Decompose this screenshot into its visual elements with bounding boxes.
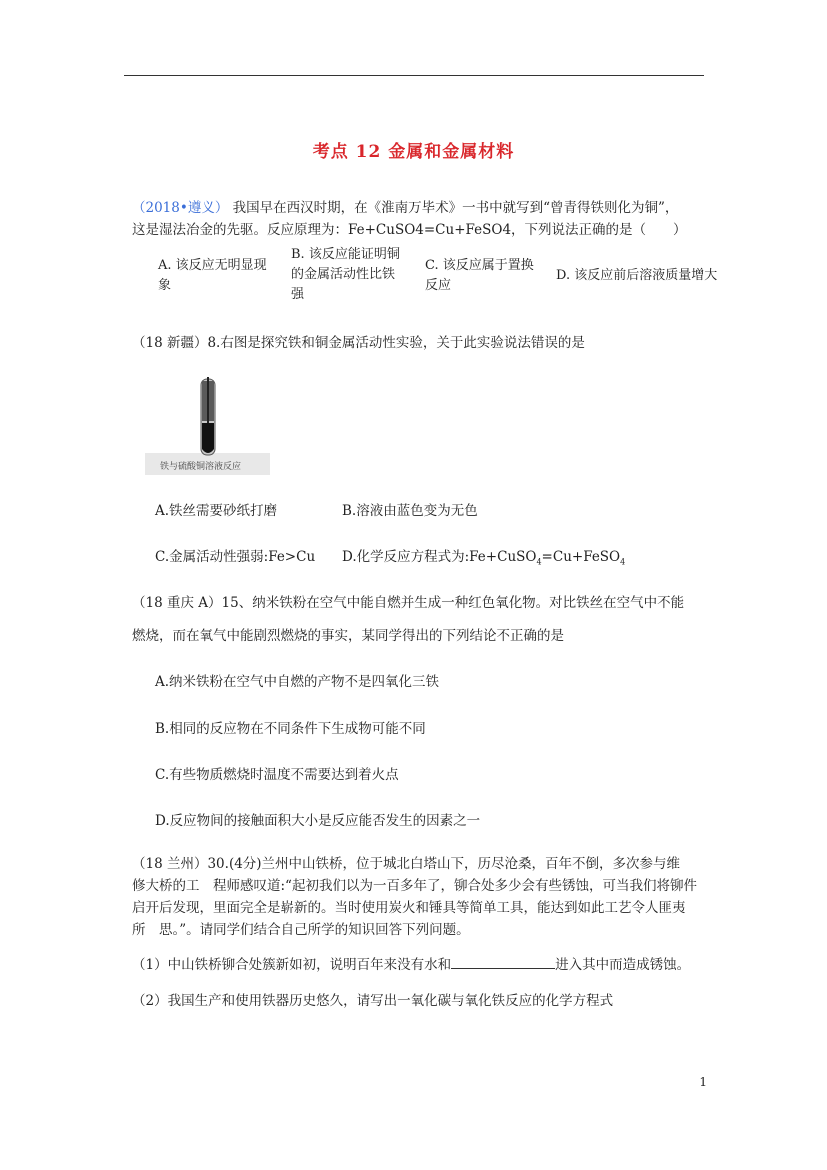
figure-caption: 铁与硫酸铜溶液反应 xyxy=(160,462,242,472)
q3-option-b: B.相同的反应物在不同条件下生成物可能不同 xyxy=(155,721,426,737)
q1-stem-line2: 这是湿法冶金的先驱。反应原理为：Fe+CuSO4=Cu+FeSO4，下列说法正确的是（ ） xyxy=(132,222,687,238)
q1-option-b: B. 该反应能证明铜 的金属活动性比铁 强 xyxy=(291,247,400,302)
q2-option-b: B.溶液由蓝色变为无色 xyxy=(342,503,478,519)
q4-stem-line1: （18 兰州）30.(4分)兰州中山铁桥，位于城北白塔山下，历尽沧桑，百年不倒，多次参与维 xyxy=(132,856,681,872)
page-number: 1 xyxy=(699,1075,707,1089)
q2-option-d: D.化学反应方程式为:Fe+CuSO$_4$=Cu+FeSO$_4$ xyxy=(342,549,626,567)
q3-option-a: A.纳米铁粉在空气中自燃的产物不是四氧化三铁 xyxy=(155,674,440,690)
page-title: 考点 12 金属和金属材料 xyxy=(312,142,515,162)
q4-sub2: （2）我国生产和使用铁器历史悠久，请写出一氧化碳与氧化铁反应的化学方程式 xyxy=(132,993,614,1009)
q3-stem-line1: （18 重庆 A）15、纳米铁粉在空气中能自燃并生成一种红色氧化物。对比铁丝在空气中不能 xyxy=(132,595,685,611)
q2-option-c: C.金属活动性强弱:Fe>Cu xyxy=(155,549,316,565)
q4-stem-line4: 所 思。”。请同学们结合自己所学的知识回答下列问题。 xyxy=(132,922,470,938)
q3-stem-line2: 燃烧，而在氧气中能剧烈燃烧的事实，某同学得出的下列结论不正确的是 xyxy=(132,628,564,644)
q2-option-a: A.铁丝需要砂纸打磨 xyxy=(155,503,278,519)
q1-stem-line1: 我国早在西汉时期，在《淮南万毕术》一书中就写到“曾青得铁则化为铜”， xyxy=(232,200,679,216)
header-rule xyxy=(124,75,704,76)
q1-line1 xyxy=(132,196,678,216)
q4-stem-line3: 启开后发现，里面完全是崭新的。当时使用炭火和锤具等简单工具，能达到如此工艺令人匪夷 xyxy=(132,900,686,916)
answer-blank[interactable] xyxy=(451,955,555,969)
q2-stem: （18 新疆）8.右图是探究铁和铜金属活动性实验，关于此实验说法错误的是 xyxy=(132,335,585,351)
q4-stem-line2: 修大桥的工 程师感叹道:“起初我们以为一百多年了，铆合处多少会有些锈蚀，可当我们将铆件 xyxy=(132,878,697,894)
q1-option-d: D. 该反应前后溶液质量增大 xyxy=(556,268,718,283)
q1-option-a: A. 该反应无明显现 象 xyxy=(158,258,267,293)
q1-option-c: C. 该反应属于置换 反应 xyxy=(425,258,534,293)
q3-option-d: D.反应物间的接触面积大小是反应能否发生的因素之一 xyxy=(155,813,481,829)
q1-source: （2018•遵义） xyxy=(132,200,229,216)
q3-option-c: C.有些物质燃烧时温度不需要达到着火点 xyxy=(155,767,399,783)
q4-sub1: （1）中山铁桥铆合处簇新如初，说明百年来没有水和 进入其中而造成锈蚀。 xyxy=(132,957,691,973)
